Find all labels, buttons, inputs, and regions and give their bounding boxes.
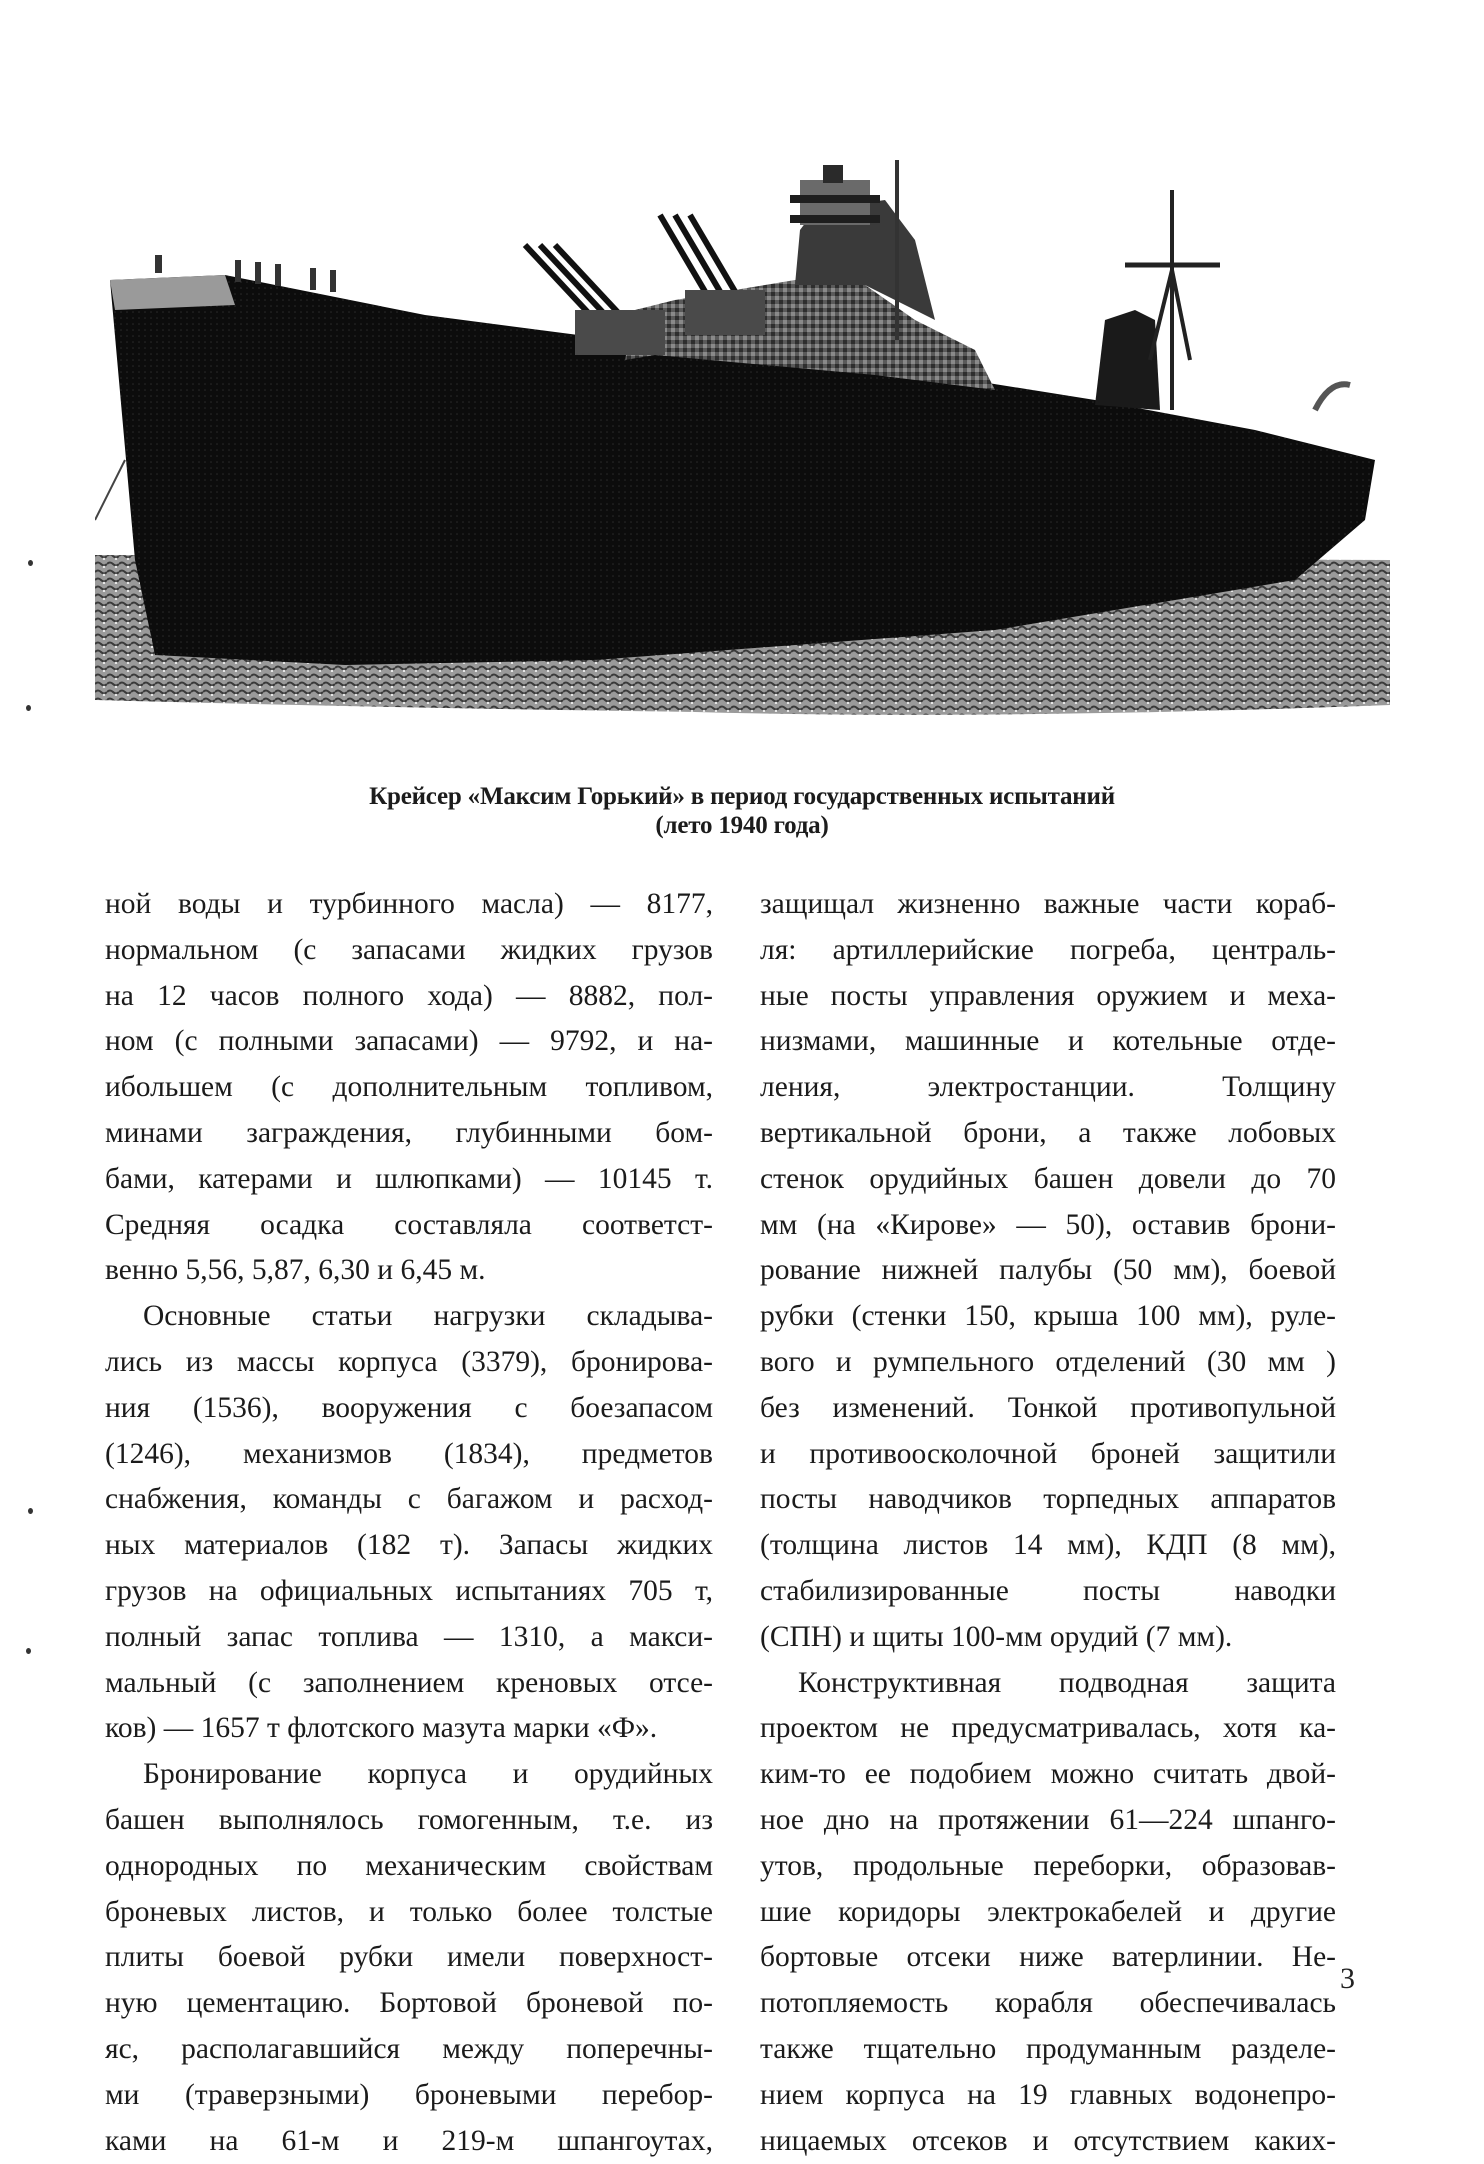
- paragraph-start-line: Бронирование корпуса и орудийных: [143, 1758, 713, 1791]
- text-line: защищал жизненно важные части кораб-: [760, 888, 1336, 920]
- text-line: ницаемых отсеков и отсутствием каких-: [760, 2124, 1336, 2157]
- page-number: 3: [1340, 1962, 1355, 1995]
- text-line: потопляемость корабля обеспечивалась: [760, 1987, 1336, 2020]
- text-line: броневых листов, и только более толстые: [105, 1895, 713, 1928]
- scan-speck: [26, 1648, 31, 1654]
- paragraph-start-line: Конструктивная подводная защита: [798, 1666, 1336, 1699]
- text-line: стабилизированные посты наводки: [760, 1574, 1336, 1607]
- text-line: ля: артиллерийские погреба, централь-: [760, 933, 1336, 966]
- text-line: ками на 61-м и 219-м шпангоутах,: [105, 2124, 713, 2157]
- text-line: ния (1536), вооружения с боезапасом: [105, 1391, 713, 1424]
- text-line: рубки (стенки 150, крыша 100 мм), руле-: [760, 1300, 1336, 1333]
- text-line: ном (с полными запасами) — 9792, и на-: [105, 1025, 713, 1058]
- paragraph-start-line: Основные статьи нагрузки складыва-: [143, 1300, 713, 1333]
- text-line: бортовые отсеки ниже ватерлинии. Не-: [760, 1941, 1336, 1974]
- text-line: полный запас топлива — 1310, а макси-: [105, 1620, 713, 1653]
- text-line: яс, располагавшийся между поперечны-: [105, 2032, 713, 2065]
- text-line: венно 5,56, 5,87, 6,30 и 6,45 м.: [105, 1254, 486, 1287]
- text-line: посты наводчиков торпедных аппаратов: [760, 1483, 1336, 1516]
- text-line: вого и румпельного отделений (30 мм ): [760, 1345, 1336, 1378]
- text-line: снабжения, команды с багажом и расход-: [105, 1483, 713, 1516]
- text-line: рование нижней палубы (50 мм), боевой: [760, 1254, 1336, 1287]
- text-line: Средняя осадка составляла соответст-: [105, 1208, 713, 1241]
- photo-caption: [150, 782, 1334, 840]
- text-line: на 12 часов полного хода) — 8882, пол-: [105, 979, 713, 1012]
- scan-speck: [28, 1508, 33, 1514]
- text-line: грузов на официальных испытаниях 705 т,: [105, 1574, 713, 1607]
- text-line: ное дно на протяжении 61—224 шпанго-: [760, 1803, 1336, 1836]
- scan-speck: [26, 705, 31, 711]
- text-line: башен выполнялось гомогенным, т.е. из: [105, 1803, 713, 1836]
- text-line: также тщательно продуманным разделе-: [760, 2032, 1336, 2065]
- text-line: стенок орудийных башен довели до 70: [760, 1162, 1336, 1195]
- text-line: нием корпуса на 19 главных водонепро-: [760, 2078, 1336, 2111]
- text-line: ную цементацию. Бортовой броневой по-: [105, 1987, 713, 2020]
- text-line: плиты боевой рубки имели поверхност-: [105, 1941, 713, 1974]
- text-line: ков) — 1657 т флотского мазута марки «Ф».: [105, 1712, 658, 1745]
- text-line: нормальном (с запасами жидких грузов: [105, 933, 713, 966]
- text-line: без изменений. Тонкой противопульной: [760, 1391, 1336, 1424]
- caption-line: (лето 1940 года): [655, 812, 829, 839]
- text-line: мальный (с заполнением креновых отсе-: [105, 1666, 713, 1699]
- text-column-left: [105, 882, 713, 2164]
- cruiser-photo-image: [95, 160, 1390, 720]
- caption-line: Крейсер «Максим Горький» в период государственных испытаний: [369, 783, 1115, 810]
- text-line: ми (траверзными) броневыми перебор-: [105, 2078, 713, 2111]
- text-line: бами, катерами и шлюпками) — 10145 т.: [105, 1162, 713, 1195]
- text-line: утов, продольные переборки, образовав-: [760, 1849, 1336, 1882]
- text-line: и противоосколочной броней защитили: [760, 1437, 1336, 1470]
- text-line: минами заграждения, глубинными бом-: [105, 1116, 713, 1149]
- text-line: (СПН) и щиты 100-мм орудий (7 мм).: [760, 1620, 1233, 1653]
- text-line: (толщина листов 14 мм), КДП (8 мм),: [760, 1529, 1336, 1562]
- text-line: ной воды и турбинного масла) — 8177,: [105, 888, 713, 920]
- text-line: однородных по механическим свойствам: [105, 1849, 713, 1882]
- text-line: мм (на «Кирове» — 50), оставив брони-: [760, 1208, 1336, 1241]
- text-line: шие коридоры электрокабелей и другие: [760, 1895, 1336, 1928]
- text-line: ления, электростанции. Толщину: [760, 1071, 1336, 1104]
- text-line: (1246), механизмов (1834), предметов: [105, 1437, 713, 1470]
- text-line: лись из массы корпуса (3379), бронирова-: [105, 1345, 713, 1378]
- text-line: ных материалов (182 т). Запасы жидких: [105, 1529, 713, 1562]
- text-line: ибольшем (с дополнительным топливом,: [105, 1071, 713, 1104]
- ship-photograph: [95, 160, 1390, 720]
- text-line: проектом не предусматривалась, хотя ка-: [760, 1712, 1336, 1745]
- text-line: вертикальной брони, а также лобовых: [760, 1116, 1336, 1149]
- text-line: ные посты управления оружием и меха-: [760, 979, 1336, 1012]
- text-line: ким-то ее подобием можно считать двой-: [760, 1758, 1336, 1791]
- text-column-right: [760, 882, 1336, 2164]
- scan-speck: [28, 560, 33, 566]
- text-line: низмами, машинные и котельные отде-: [760, 1025, 1336, 1058]
